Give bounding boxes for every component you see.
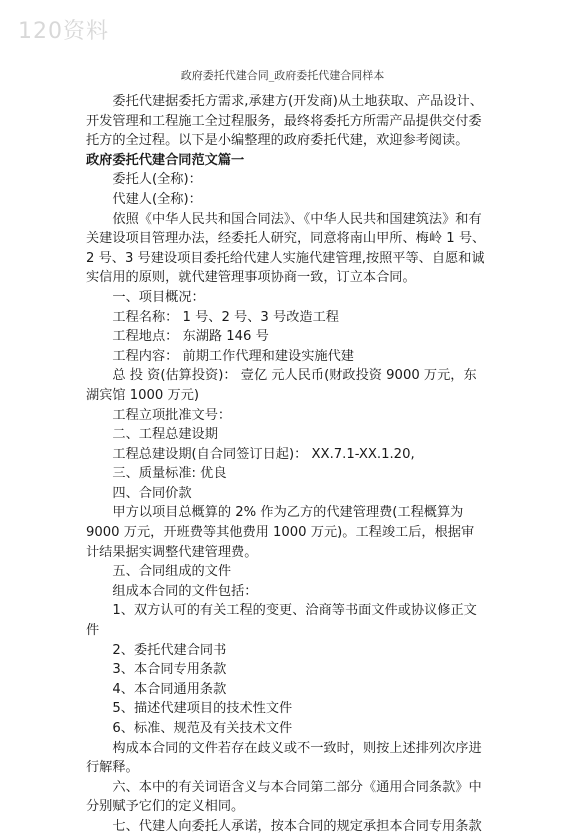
- section-2-heading: 二、工程总建设期: [112, 427, 218, 443]
- list-item: 2、委托代建合同书: [112, 642, 227, 658]
- client-line: 委托人(全称)：: [112, 172, 202, 188]
- approval-number: 工程立项批准文号：: [112, 407, 232, 423]
- project-name: 工程名称： 1 号、2 号、3 号改造工程: [112, 309, 339, 325]
- watermark-logo: 120资料: [18, 19, 109, 44]
- list-item: 1、双方认可的有关工程的变更、洽商等书面文件或协议修正文件: [86, 603, 477, 639]
- price-paragraph: 甲方以项目总概算的 2% 作为乙方的代建管理费(工程概算为 9000 万元，开班费等其他费用 1000 万元)。工程竣工后，根据审计结果据实调整代建管理费。: [86, 505, 475, 560]
- list-item: 5、描述代建项目的技术性文件: [112, 701, 293, 717]
- document-body: [86, 92, 486, 837]
- docs-intro: 组成本合同的文件包括：: [112, 583, 258, 599]
- investment-line: 总 投 资(估算投资)： 壹亿 元人民币(财政投资 9000 万元，东湖宾馆 1000 万元): [86, 368, 477, 403]
- section-5-heading: 五、合同组成的文件: [112, 564, 232, 580]
- list-item: 4、本合同通用条款: [112, 681, 227, 697]
- section-heading: 政府委托代建合同范文篇一: [86, 152, 245, 168]
- list-item: 3、本合同专用条款: [112, 662, 227, 678]
- document-title: 政府委托代建合同_政府委托代建合同样本: [180, 69, 385, 82]
- docs-order-paragraph: 构成本合同的文件若存在歧义或不一致时，则按上述排列次序进行解释。: [86, 740, 482, 776]
- agent-line: 代建人(全称)：: [112, 191, 202, 207]
- section-3-quality: 三、质量标准: 优良: [112, 466, 227, 482]
- project-content: 工程内容： 前期工作代理和建设实施代建: [112, 348, 354, 364]
- construction-period: 工程总建设期(自合同签订日起)： XX.7.1-XX.1.20,: [112, 446, 415, 462]
- section-1-heading: 一、项目概况：: [112, 289, 205, 305]
- section-6-paragraph: 六、本中的有关词语含义与本合同第二部分《通用合同条款》中分别赋予它们的定义相同。: [86, 779, 482, 815]
- basis-paragraph: 依照《中华人民共和国合同法》、《中华人民共和国建筑法》和有关建设项目管理办法，经委托人研究，同意将南山甲所、梅岭 1 号、2 号、3 号建设项目委托给代建人实施代建管理,按照平等、自愿和诚实信用的原则，就代建管理事项协商一致，订立本合同。: [86, 211, 486, 286]
- section-4-heading: 四、合同价款: [112, 485, 192, 501]
- project-location: 工程地点： 东湖路 146 号: [112, 329, 269, 345]
- intro-paragraph: 委托代建据委托方需求,承建方(开发商)从土地获取、产品设计、开发管理和工程施工全过程服务，最终将委托方所需产品提供交付委托方的全过程。以下是小编整理的政府委托代建，欢迎参考阅读。: [86, 94, 483, 149]
- list-item: 6、标准、规范及有关技术文件: [112, 721, 293, 736]
- section-7-paragraph: 七、代建人向委托人承诺，按本合同的规定承担本合同专用条款: [112, 818, 482, 834]
